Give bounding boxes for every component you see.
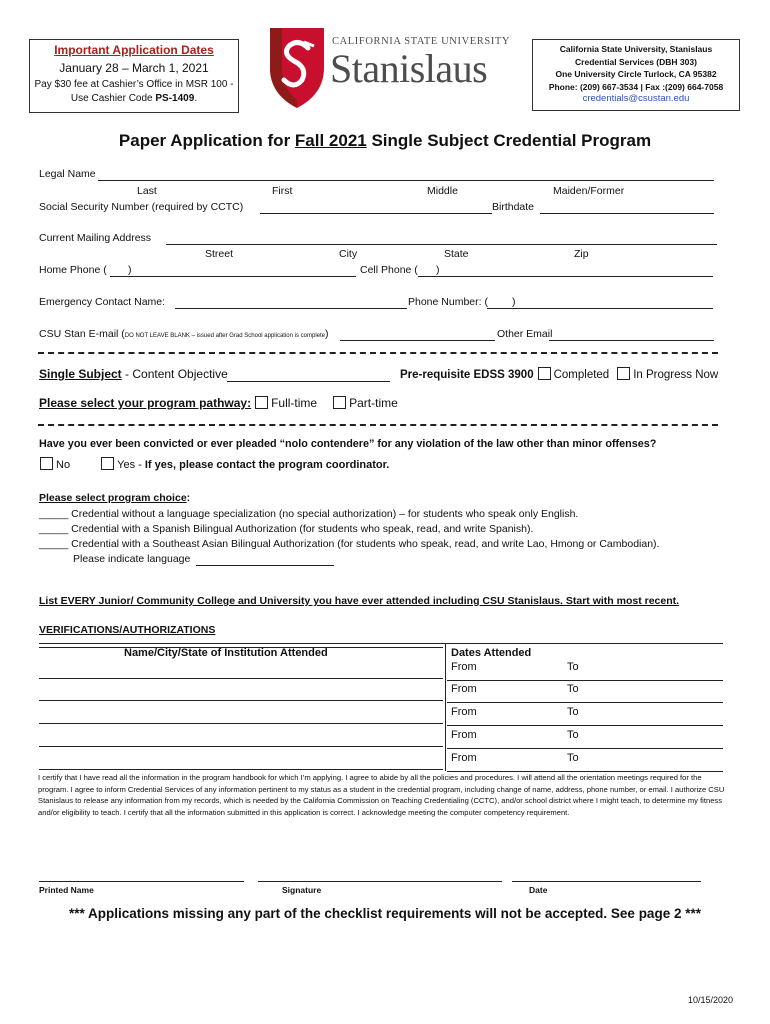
state-label: State bbox=[444, 248, 469, 260]
cell-phone-label: Cell Phone ( bbox=[360, 264, 418, 276]
institution-name-field[interactable] bbox=[39, 769, 443, 770]
home-phone-field[interactable] bbox=[110, 276, 356, 277]
certification-text: I certify that I have read all the information in the program handbook for which I’m applying. I agree to abide by all the policies and procedures. I will attend all the orientation meetings required for the program. I agree to inform Credential Services of any information pertinent to my status as a student in the credential program, including change of name, address, phone number, or email. I authorize CSU Stanislaus to release any information from my records, which is needed by the California Commission on Teaching Credentialing (CCTC), and/or school district where I might teach, to determine my fitness and/or eligibility to teach. I certify that all the information submitted in this application is correct. I acknowledge meeting the computer competency requirement. bbox=[38, 773, 725, 817]
col-institution: Name/City/State of Institution Attended bbox=[124, 647, 328, 659]
yes-label: Yes - bbox=[117, 459, 145, 471]
first-label: First bbox=[272, 185, 293, 197]
completed-label: Completed bbox=[553, 369, 610, 381]
to-label: To bbox=[567, 729, 579, 741]
ssn-label: Social Security Number (required by CCTC) bbox=[39, 201, 244, 213]
yes-checkbox[interactable] bbox=[101, 457, 114, 470]
to-label: To bbox=[567, 683, 579, 695]
phone-number-label: Phone Number: ( bbox=[408, 296, 488, 308]
last-label: Last bbox=[137, 185, 157, 197]
printed-name-field[interactable] bbox=[39, 881, 244, 882]
choice-option-1[interactable]: _____ Credential without a language specialization (no special authorization) – for students who speak only English. bbox=[39, 508, 579, 520]
pathway-row bbox=[39, 396, 398, 410]
conviction-answers bbox=[36, 457, 389, 471]
logo-campus: Stanislaus bbox=[330, 46, 488, 91]
language-label: Please indicate language bbox=[73, 553, 191, 565]
from-label: From bbox=[451, 683, 477, 695]
other-email-field[interactable] bbox=[549, 340, 714, 341]
choice-heading: Please select program choice bbox=[39, 492, 187, 504]
mailing-field[interactable] bbox=[166, 244, 717, 245]
in-progress-checkbox[interactable] bbox=[617, 367, 630, 380]
dates-range: January 28 – March 1, 2021 bbox=[59, 61, 209, 75]
cell-phone-field[interactable] bbox=[418, 276, 713, 277]
section-divider-2 bbox=[38, 424, 718, 426]
contact-line-1: California State University, Stanislaus bbox=[559, 44, 713, 54]
phone-number-field[interactable] bbox=[487, 308, 713, 309]
language-field[interactable] bbox=[196, 565, 334, 566]
page-title: Paper Application for Fall 2021 Single Subject Credential Program bbox=[118, 131, 652, 150]
dates-field-line[interactable] bbox=[447, 680, 723, 681]
institution-name-field[interactable] bbox=[39, 678, 443, 679]
csu-email-label: CSU Stan E-mail (DO NOT LEAVE BLANK – issued after Grad School application is complete) bbox=[39, 328, 329, 340]
choice-heading-row: Please select program choice: bbox=[39, 492, 191, 504]
single-subject-label: Single Subject bbox=[39, 367, 122, 381]
institution-name-field[interactable] bbox=[39, 700, 443, 701]
date-label: Date bbox=[529, 885, 548, 895]
birthdate-field[interactable] bbox=[540, 213, 714, 214]
csu-email-note: DO NOT LEAVE BLANK – issued after Grad School application is complete bbox=[124, 333, 325, 339]
university-logo bbox=[262, 24, 522, 112]
term: Fall 2021 bbox=[294, 131, 367, 150]
verifications-heading: VERIFICATIONS/AUTHORIZATIONS bbox=[39, 624, 216, 636]
middle-label: Middle bbox=[427, 185, 458, 197]
completed-checkbox[interactable] bbox=[538, 367, 551, 380]
choice-option-3[interactable]: _____ Credential with a Southeast Asian Bilingual Authorization (for students who speak, read, and write Lao, Hmong or Cambodian). bbox=[39, 538, 660, 550]
zip-label: Zip bbox=[574, 248, 589, 260]
contact-box bbox=[532, 39, 740, 111]
full-time-label: Full-time bbox=[271, 396, 318, 410]
content-objective-field[interactable] bbox=[227, 381, 390, 382]
institution-name-field[interactable] bbox=[39, 723, 443, 724]
from-label: From bbox=[451, 729, 477, 741]
to-label: To bbox=[567, 661, 579, 673]
part-time-checkbox[interactable] bbox=[333, 396, 346, 409]
no-checkbox[interactable] bbox=[40, 457, 53, 470]
ssn-field[interactable] bbox=[260, 213, 492, 214]
important-dates-box: Important Application Dates January 28 – March 1, 2021 Pay $30 fee at Cashier’s Office in MSR 100 - Use Cashier Code PS-1409. bbox=[29, 39, 239, 113]
conviction-question: Have you ever been convicted or ever pleaded “nolo contendere” for any violation of the law other than minor offenses? bbox=[39, 438, 657, 450]
contact-line-2: Credential Services (DBH 303) bbox=[575, 56, 697, 67]
contact-line-4: Phone: (209) 667-3534 | Fax :(209) 664-7058 bbox=[548, 81, 724, 92]
fee-line-1: Pay $30 fee at Cashier’s Office in MSR 100 - bbox=[34, 79, 234, 90]
yes-note: If yes, please contact the program coordinator. bbox=[144, 459, 390, 471]
full-time-checkbox[interactable] bbox=[255, 396, 268, 409]
from-label: From bbox=[451, 706, 477, 718]
part-time-label: Part-time bbox=[349, 396, 398, 410]
warning-text: *** Applications missing any part of the checklist requirements will not be accepted. See page 2 *** bbox=[69, 906, 701, 921]
other-email-label: Other Email bbox=[497, 328, 553, 340]
to-label: To bbox=[567, 706, 579, 718]
prereq-row bbox=[400, 367, 718, 381]
emergency-field[interactable] bbox=[175, 308, 407, 309]
maiden-label: Maiden/Former bbox=[553, 185, 625, 197]
prereq-label: Pre-requisite EDSS 3900 bbox=[400, 369, 534, 381]
in-progress-label: In Progress Now bbox=[633, 369, 719, 381]
city-label: City bbox=[339, 248, 358, 260]
from-label: From bbox=[451, 661, 477, 673]
dates-title: Important Application Dates bbox=[54, 43, 214, 57]
printed-name-label: Printed Name bbox=[39, 885, 94, 895]
cashier-code: PS-1409 bbox=[155, 93, 195, 104]
col-dates: Dates Attended bbox=[451, 647, 532, 659]
footer-date: 10/15/2020 bbox=[688, 995, 734, 1005]
legal-name-label: Legal Name bbox=[39, 168, 96, 180]
birthdate-label: Birthdate bbox=[492, 201, 535, 213]
signature-field[interactable] bbox=[258, 881, 502, 882]
contact-line-3: One University Circle Turlock, CA 95382 bbox=[555, 69, 717, 79]
street-label: Street bbox=[205, 248, 234, 260]
mailing-label: Current Mailing Address bbox=[39, 232, 152, 244]
dates-field-line[interactable] bbox=[447, 702, 723, 703]
to-label: To bbox=[567, 752, 579, 764]
column-separator bbox=[445, 643, 446, 771]
dates-field-line[interactable] bbox=[447, 725, 723, 726]
choice-option-2[interactable]: _____ Credential with a Spanish Bilingual Authorization (for students who speak, read, and write Spanish). bbox=[39, 523, 534, 535]
no-label: No bbox=[56, 459, 71, 471]
date-field[interactable] bbox=[512, 881, 701, 882]
csu-email-field[interactable] bbox=[340, 340, 495, 341]
contact-email-link[interactable]: credentials@csustan.edu bbox=[582, 93, 690, 104]
pathway-label: Please select your program pathway: bbox=[39, 396, 252, 410]
logo-university-line: CALIFORNIA STATE UNIVERSITY bbox=[332, 36, 511, 47]
home-phone-label: Home Phone ( bbox=[39, 264, 107, 276]
dates-field-line[interactable] bbox=[447, 748, 723, 749]
institutions-instruction: List EVERY Junior/ Community College and University you have ever attended including CSU Stanislaus. Start with most recent. bbox=[39, 595, 680, 607]
emergency-label: Emergency Contact Name: bbox=[39, 296, 166, 308]
legal-name-field[interactable] bbox=[98, 180, 714, 181]
section-divider bbox=[38, 352, 718, 354]
fee-line-2: Use Cashier Code bbox=[70, 93, 156, 104]
from-label: From bbox=[451, 752, 477, 764]
content-objective-row: Single Subject - Content Objective bbox=[39, 367, 228, 381]
institution-name-field[interactable] bbox=[39, 746, 443, 747]
signature-label: Signature bbox=[282, 885, 322, 895]
